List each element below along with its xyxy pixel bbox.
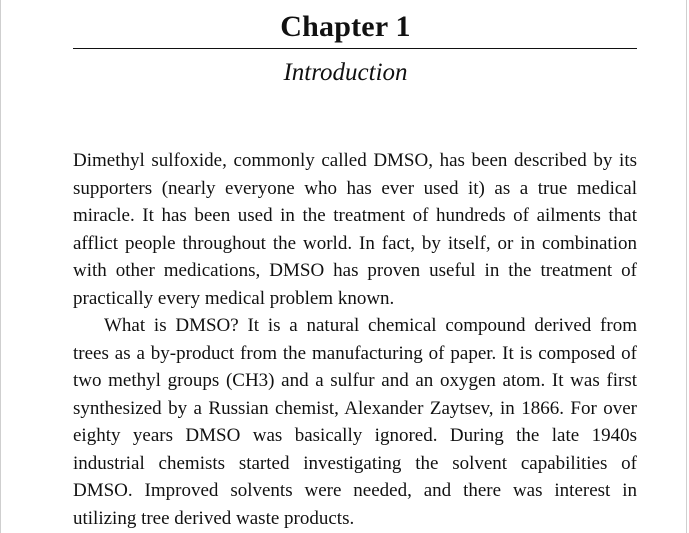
paragraph-1: Dimethyl sulfoxide, commonly called DMSO, has been described by its supporters (nearly everyone who has ever used it) as a true medical miracle. It has been used in the treatment of hundreds of ailments that afflict people throughout the world. In fact, by itself, or in combination with other medications, DMSO has proven useful in the treatment of practically every medical problem known. — [73, 150, 637, 309]
heading-rule — [73, 48, 637, 49]
chapter-heading: Chapter 1 — [280, 10, 411, 43]
paragraph-2: What is DMSO? It is a natural chemical compound derived from trees as a by-product from the manufacturing of paper. It is composed of two methyl groups (CH3) and a sulfur and an oxygen atom. It was first synthesized by a Russian chemist, Alexander Zaytsev, in 1866. For over eighty years DMSO was basically ignored. During the late 1940s industrial chemists started investigating the solvent capabilities of DMSO. Improved solvents were needed, and there was interest in utilizing tree derived waste products. — [73, 315, 637, 529]
body-text — [73, 147, 637, 532]
chapter-subtitle: Introduction — [283, 59, 408, 86]
